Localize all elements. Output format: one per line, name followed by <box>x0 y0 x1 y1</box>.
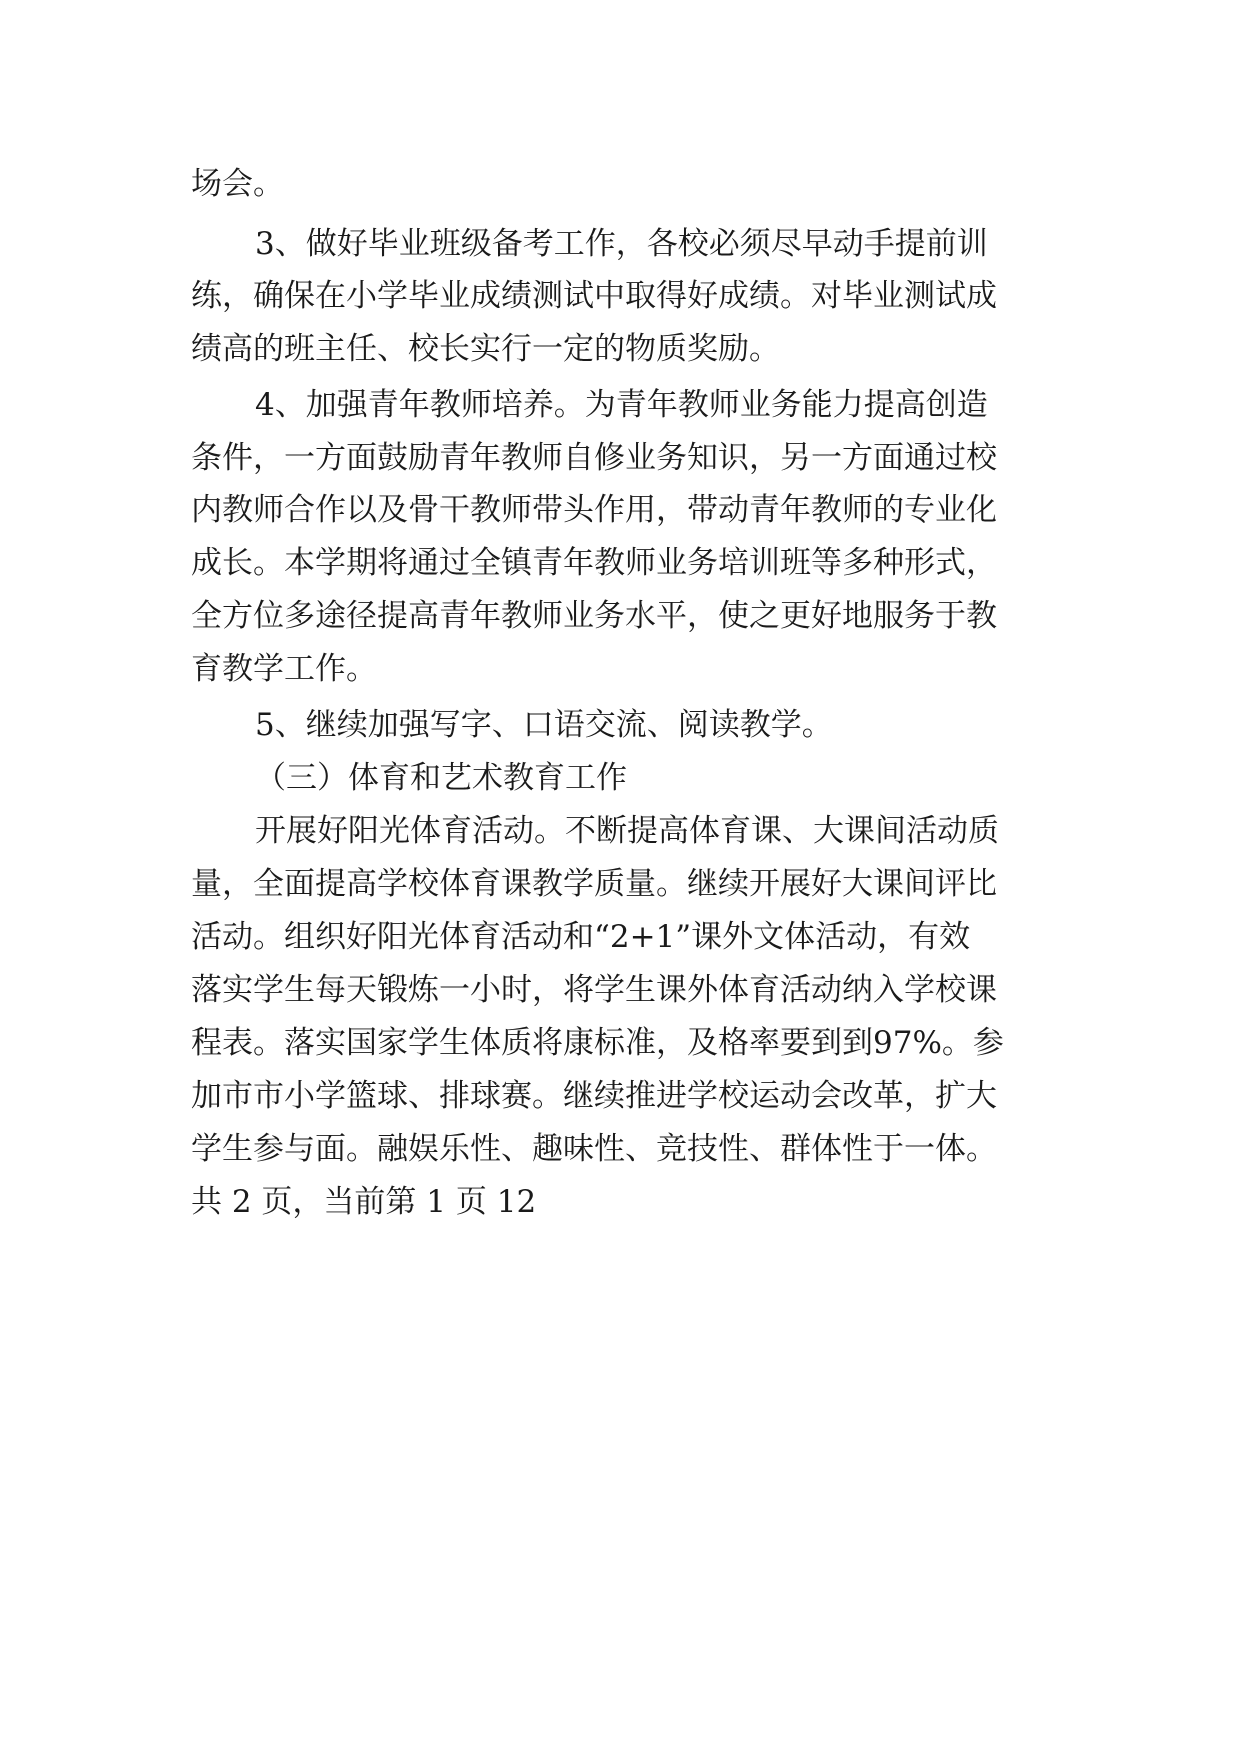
paragraph-line: 程表。落实国家学生体质将康标准，及格率要到到97%。参 <box>191 1025 1004 1061</box>
paragraph-line: 学生参与面。融娱乐性、趣味性、竞技性、群体性于一体。 <box>191 1131 997 1167</box>
paragraph-line: 开展好阳光体育活动。不断提高体育课、大课间活动质 <box>255 813 999 849</box>
section-heading: （三）体育和艺术教育工作 <box>255 760 627 796</box>
paragraph-line: 场会。 <box>191 166 284 202</box>
page-footer: 共 2 页，当前第 1 页 12 <box>191 1184 537 1220</box>
paragraph-line: 5、继续加强写字、口语交流、阅读教学。 <box>255 707 833 743</box>
paragraph-line: 条件，一方面鼓励青年教师自修业务知识，另一方面通过校 <box>191 440 997 476</box>
paragraph-line: 4、加强青年教师培养。为青年教师业务能力提高创造 <box>255 387 988 423</box>
paragraph-line: 落实学生每天锻炼一小时，将学生课外体育活动纳入学校课 <box>191 972 997 1008</box>
paragraph-line: 成长。本学期将通过全镇青年教师业务培训班等多种形式， <box>191 545 997 581</box>
paragraph-line: 绩高的班主任、校长实行一定的物质奖励。 <box>191 331 780 367</box>
paragraph-line: 3、做好毕业班级备考工作，各校必须尽早动手提前训 <box>255 226 988 262</box>
paragraph-line: 加市市小学篮球、排球赛。继续推进学校运动会改革，扩大 <box>191 1078 997 1114</box>
paragraph-line: 练，确保在小学毕业成绩测试中取得好成绩。对毕业测试成 <box>191 278 997 314</box>
paragraph-line: 内教师合作以及骨干教师带头作用，带动青年教师的专业化 <box>191 492 997 528</box>
paragraph-line: 活动。组织好阳光体育活动和“2+1”课外文体活动，有效 <box>191 919 971 955</box>
paragraph-line: 全方位多途径提高青年教师业务水平，使之更好地服务于教 <box>191 598 997 634</box>
paragraph-line: 量，全面提高学校体育课教学质量。继续开展好大课间评比 <box>191 866 997 902</box>
paragraph-line: 育教学工作。 <box>191 651 377 687</box>
